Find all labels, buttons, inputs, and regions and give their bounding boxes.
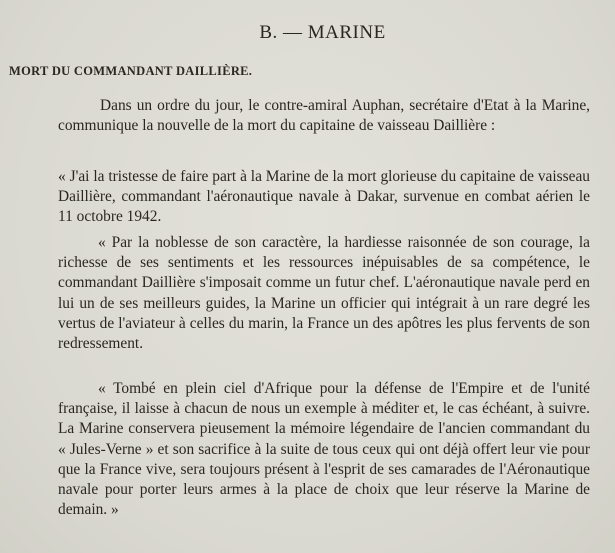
section-title: B. — MARINE — [259, 22, 386, 43]
paragraph-intro: Dans un ordre du jour, le contre-amiral Auphan, secrétaire d'Etat à la Marine, communique la nouvelle de la mort du capitaine de vaisseau Daillière : — [58, 97, 590, 135]
article-heading: MORT DU COMMANDANT DAILLIÈRE. — [9, 64, 253, 78]
paragraph-quote-3: « Tombé en plein ciel d'Afrique pour la défense de l'Empire et de l'unité française, il laisse à chacun de nous un exemple à méditer et, le cas échéant, à suivre. La Marine conservera pieusement la mémoire légendaire de l'ancien commandant du « Jules-Verne » et son sacrifice à la suite de tous ceux qui ont déjà offert leur vie pour que la France vive, sera toujours présent à l'esprit de ses camarades de l'Aéronautique navale pour porter leurs armes à la place de choix que leur réserve la Marine de demain. » — [58, 380, 590, 519]
paragraph-quote-2: « Par la noblesse de son caractère, la hardiesse raisonnée de son courage, la richesse de ses sentiments et les ressources inépuisables de sa compétence, le commandant Daillière s'imposait comme un futur chef. L'aéronautique navale perd en lui un de ses meilleurs guides, la Marine un officier qui intégrait à un rare degré les vertus de l'aviateur à celles du marin, la France un des apôtres les plus fervents de son redressement. — [58, 234, 590, 353]
paragraph-quote-1: « J'ai la tristesse de faire part à la Marine de la mort glorieuse du capitaine de vaisseau Daillière, commandant l'aéronautique navale à Dakar, survenue en combat aérien le 11 octobre 1942. — [58, 168, 590, 226]
